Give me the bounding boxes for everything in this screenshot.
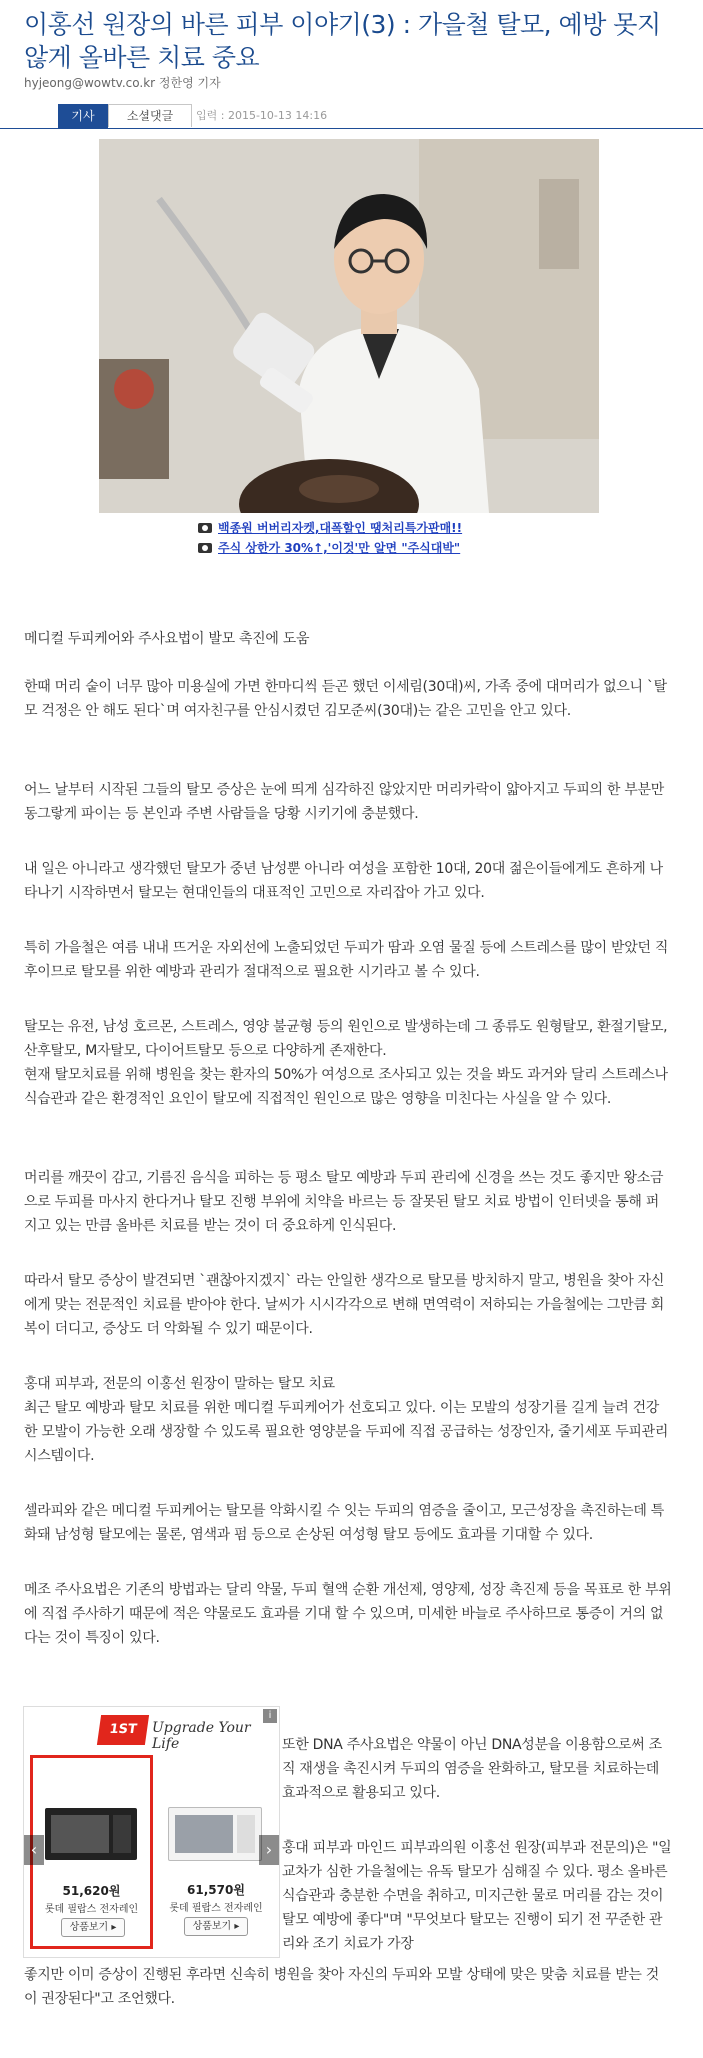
promo-link-2-label[interactable]: 주식 상한가 30%↑,'이것'만 알면 "주식대박" — [218, 541, 461, 555]
section-heading: 홍대 피부과, 전문의 이홍선 원장이 말하는 탈모 치료 — [24, 1376, 335, 1392]
promo-link-1-label[interactable]: 백종원 버버리자켓,대폭할인 땡처리특가판매!! — [218, 521, 463, 535]
ad-product-card[interactable] — [30, 1755, 153, 1949]
ad-product-name: 롯데 필랍스 전자레인 — [169, 1903, 263, 1914]
body-paragraph: 한때 머리 숱이 너무 많아 미용실에 가면 한마디씩 듣곤 했던 이세림(30대)씨, 가족 중에 대머리가 없으니 `탈모 걱정은 안 해도 된다`며 여자친구를 안심시켰던 김모준씨(30대)는 같은 고민을 안고 있다. — [24, 679, 667, 719]
reporter-byline: hyjeong@wowtv.co.kr 정한영 기자 — [24, 76, 221, 90]
ad-product-price: 61,570원 — [187, 1883, 245, 1897]
article-title: 이홍선 원장의 바른 피부 이야기(3) : 가을철 탈모, 예방 못지 않게 올바른 치료 중요 — [24, 10, 661, 72]
ad-view-product-button[interactable]: 상품보기 ▸ — [184, 1917, 248, 1936]
body-paragraph: 메조 주사요법은 기존의 방법과는 달리 약물, 두피 혈액 순환 개선제, 영양제, 성장 촉진제 등을 목표로 한 부위에 직접 주사하기 때문에 적은 약물로도 효과를 기대 할 수 있으며, 미세한 바늘로 주사하므로 통증이 거의 없다는 것이 특징이 있다. — [24, 1582, 672, 1646]
ad-brand-logo: 1ST — [97, 1715, 149, 1745]
body-paragraph: 홍대 피부과 마인드 피부과의원 이홍선 원장(피부과 전문의)은 "일교차가 심한 가을철에는 유독 탈모가 심해질 수 있다. 평소 올바른 식습관과 충분한 수면을 취하고, 미지근한 물로 머리를 감는 것이 탈모 예방에 좋다"며 "무엇보다 탈모는 진행이 되기 전 꾸준한 관리와 조기 치료가 가장 — [282, 1840, 672, 1952]
subheading-paragraph: 메디컬 두피케어와 주사요법이 발모 촉진에 도움 — [24, 631, 310, 647]
tab-article[interactable]: 기사 — [58, 104, 108, 128]
body-paragraph: 탈모는 유전, 남성 호르몬, 스트레스, 영양 불균형 등의 원인으로 발생하는데 그 종류도 원형탈모, 환절기탈모, 산후탈모, M자탈모, 다이어트탈모 등으로 다양하게 존재한다. — [24, 1019, 668, 1059]
body-paragraph: 내 일은 아니라고 생각했던 탈모가 중년 남성뿐 아니라 여성을 포함한 10대, 20대 젊은이들에게도 흔하게 나타나기 시작하면서 탈모는 현대인들의 대표적인 고민으로 자리잡아 가고 있다. — [24, 861, 663, 901]
camera-icon — [198, 543, 212, 553]
body-paragraph: 셀라피와 같은 메디컬 두피케어는 탈모를 악화시킬 수 잇는 두피의 염증을 줄이고, 모근성장을 촉진하는데 특화돼 남성형 탈모에는 물론, 염색과 펌 등으로 손상된 여성형 탈모 등에도 효과를 기대할 수 있다. — [24, 1503, 664, 1543]
body-paragraph: 좋지만 이미 증상이 진행된 후라면 신속히 병원을 찾아 자신의 두피와 모발 상태에 맞은 맞춤 치료를 받는 것이 권장된다"고 조언했다. — [24, 1967, 660, 2007]
body-paragraph: 현재 탈모치료를 위해 병원을 찾는 환자의 50%가 여성으로 조사되고 있는 것을 봐도 과거와 달리 스트레스나 식습관과 같은 환경적인 요인이 탈모에 직접적인 원인으로 많은 영향을 미친다는 사실을 알 수 있다. — [24, 1067, 668, 1107]
tab-social-comments[interactable]: 소셜댓글 — [108, 104, 192, 127]
promo-link-1[interactable] — [198, 520, 462, 536]
microwave-image — [168, 1807, 262, 1861]
ad-view-product-button[interactable]: 상품보기 ▸ — [61, 1918, 125, 1937]
article-tab-bar — [0, 104, 703, 129]
ad-info-icon[interactable]: i — [263, 1709, 277, 1723]
article-photo — [99, 139, 599, 513]
body-paragraph: 따라서 탈모 증상이 발견되면 `괜찮아지겠지` 라는 안일한 생각으로 탈모를 방치하지 말고, 병원을 찾아 자신에게 맞는 전문적인 치료를 받아야 한다. 날씨가 시시각각으로 변해 면역력이 저하되는 가을철에는 그만큼 회복이 더디고, 증상도 더 악화될 수 있기 때문이다. — [24, 1273, 665, 1337]
ad-product-card[interactable] — [156, 1757, 276, 1949]
body-paragraph: 또한 DNA 주사요법은 약물이 아닌 DNA성분을 이용함으로써 조직 재생을 촉진시켜 두피의 염증을 완화하고, 탈모를 치료하는데 효과적으로 활용되고 있다. — [282, 1737, 662, 1801]
body-paragraph: 어느 날부터 시작된 그들의 탈모 증상은 눈에 띄게 심각하진 않았지만 머리카락이 얇아지고 두피의 한 부분만 동그랗게 파이는 등 본인과 주변 사람들을 당황 시키기에 충분했다. — [24, 782, 664, 822]
body-paragraph: 머리를 깨끗이 감고, 기름진 음식을 피하는 등 평소 탈모 예방과 두피 관리에 신경을 쓰는 것도 좋지만 왕소금으로 두피를 마사지 한다거나 탈모 진행 부위에 치약을 바르는 등 잘못된 탈모 치료 방법이 인터넷을 통해 퍼지고 있는 만큼 올바른 치료를 받는 것이 더 중요하게 인식된다. — [24, 1170, 664, 1234]
ad-product-name: 롯데 필랍스 전자레인 — [44, 1904, 139, 1915]
ad-product-price: 51,620원 — [62, 1884, 121, 1898]
camera-icon — [198, 523, 212, 533]
publish-date: 입력 : 2015-10-13 14:16 — [196, 109, 328, 122]
shopping-ad-banner[interactable] — [23, 1706, 280, 1958]
doctor-photo-illustration — [99, 139, 599, 513]
ad-slogan: Upgrade Your Life — [152, 1720, 251, 1752]
ad-next-arrow-icon[interactable]: › — [259, 1835, 279, 1865]
ad-prev-arrow-icon[interactable]: ‹ — [24, 1835, 44, 1865]
body-paragraph: 특히 가을철은 여름 내내 뜨거운 자외선에 노출되었던 두피가 땀과 오염 물질 등에 스트레스를 많이 받았던 직후이므로 탈모를 위한 예방과 관리가 절대적으로 필요한 시기라고 볼 수 있다. — [24, 940, 669, 980]
microwave-image — [45, 1808, 137, 1860]
promo-link-2[interactable] — [198, 540, 460, 556]
body-paragraph: 최근 탈모 예방과 탈모 치료를 위한 메디컬 두피케어가 선호되고 있다. 이는 모발의 성장기를 길게 늘려 건강한 모발이 가능한 오래 생장할 수 있도록 필요한 영양분을 두피에 직접 공급하는 성장인자, 줄기세포 두피관리 시스템이다. — [24, 1400, 669, 1464]
